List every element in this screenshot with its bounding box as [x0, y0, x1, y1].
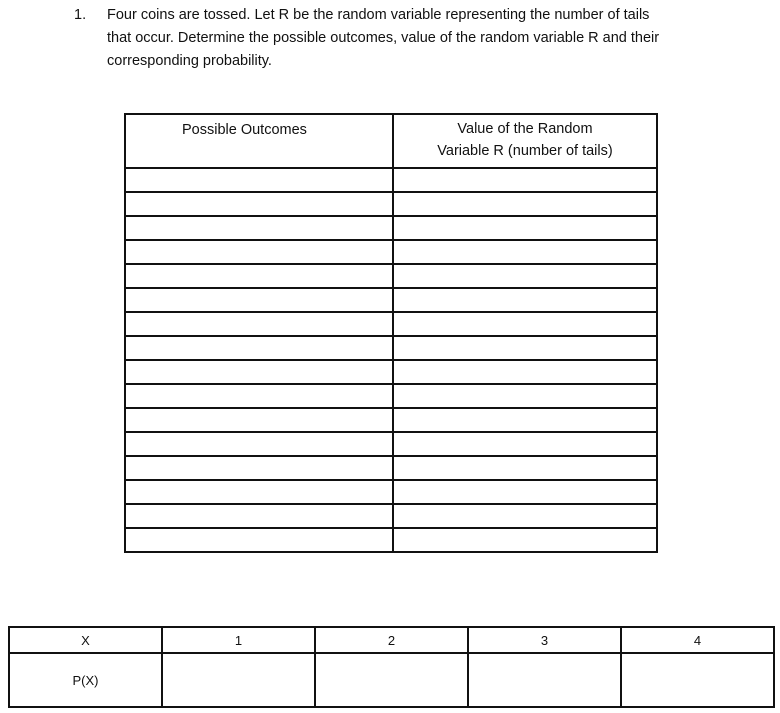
x-row [9, 627, 774, 653]
outcome-cell[interactable] [125, 360, 393, 384]
random-variable-cell[interactable] [393, 312, 657, 336]
outcome-cell[interactable] [125, 456, 393, 480]
px-row [9, 653, 774, 707]
header-value-line: Variable R (number of tails) [437, 143, 613, 159]
header-random-variable-value [393, 114, 657, 168]
outcome-cell[interactable] [125, 432, 393, 456]
outcome-cell[interactable] [125, 288, 393, 312]
outcome-row [125, 456, 657, 480]
outcome-cell[interactable] [125, 480, 393, 504]
outcomes-table [124, 113, 658, 553]
px-blank-cell[interactable] [621, 653, 774, 707]
random-variable-cell[interactable] [393, 216, 657, 240]
random-variable-cell[interactable] [393, 408, 657, 432]
outcome-row [125, 288, 657, 312]
question-line: corresponding probability. [107, 53, 272, 69]
header-value-line: Value of the Random [457, 121, 593, 137]
outcome-cell[interactable] [125, 264, 393, 288]
outcome-row [125, 480, 657, 504]
x-value-cell: 2 [315, 627, 468, 653]
px-blank-cell[interactable] [315, 653, 468, 707]
outcomes-table-body [125, 168, 657, 552]
question [74, 4, 764, 73]
outcome-cell[interactable] [125, 312, 393, 336]
outcome-row [125, 216, 657, 240]
x-label-cell: X [9, 627, 162, 653]
outcome-row [125, 408, 657, 432]
outcome-cell[interactable] [125, 240, 393, 264]
outcome-row [125, 504, 657, 528]
outcome-row [125, 336, 657, 360]
random-variable-cell[interactable] [393, 192, 657, 216]
random-variable-cell[interactable] [393, 456, 657, 480]
outcome-row [125, 168, 657, 192]
random-variable-cell[interactable] [393, 384, 657, 408]
outcome-cell[interactable] [125, 504, 393, 528]
random-variable-cell[interactable] [393, 336, 657, 360]
question-line: Four coins are tossed. Let R be the random variable representing the number of tails [107, 7, 650, 23]
px-label-cell: P(X) [9, 653, 162, 707]
px-blank-cell[interactable] [468, 653, 621, 707]
outcome-cell[interactable] [125, 168, 393, 192]
outcome-row [125, 192, 657, 216]
outcomes-header-row [125, 114, 657, 168]
px-blank-cell[interactable] [162, 653, 315, 707]
outcome-cell[interactable] [125, 384, 393, 408]
outcome-cell[interactable] [125, 216, 393, 240]
random-variable-cell[interactable] [393, 264, 657, 288]
outcome-cell[interactable] [125, 528, 393, 552]
random-variable-cell[interactable] [393, 168, 657, 192]
question-line: that occur. Determine the possible outcomes, value of the random variable R and their [107, 30, 660, 46]
header-possible-outcomes: Possible Outcomes [125, 114, 393, 168]
outcome-row [125, 432, 657, 456]
outcome-cell[interactable] [125, 408, 393, 432]
random-variable-cell[interactable] [393, 288, 657, 312]
outcome-row [125, 312, 657, 336]
random-variable-cell[interactable] [393, 480, 657, 504]
x-value-cell: 4 [621, 627, 774, 653]
random-variable-cell[interactable] [393, 360, 657, 384]
outcome-row [125, 264, 657, 288]
outcome-row [125, 384, 657, 408]
x-value-cell: 1 [162, 627, 315, 653]
question-text [107, 4, 764, 73]
random-variable-cell[interactable] [393, 432, 657, 456]
x-value-cell: 3 [468, 627, 621, 653]
random-variable-cell[interactable] [393, 528, 657, 552]
probability-table [8, 626, 775, 708]
outcome-cell[interactable] [125, 192, 393, 216]
random-variable-cell[interactable] [393, 240, 657, 264]
question-number: 1. [74, 7, 87, 23]
outcome-row [125, 360, 657, 384]
outcome-row [125, 240, 657, 264]
random-variable-cell[interactable] [393, 504, 657, 528]
outcome-cell[interactable] [125, 336, 393, 360]
outcome-row [125, 528, 657, 552]
